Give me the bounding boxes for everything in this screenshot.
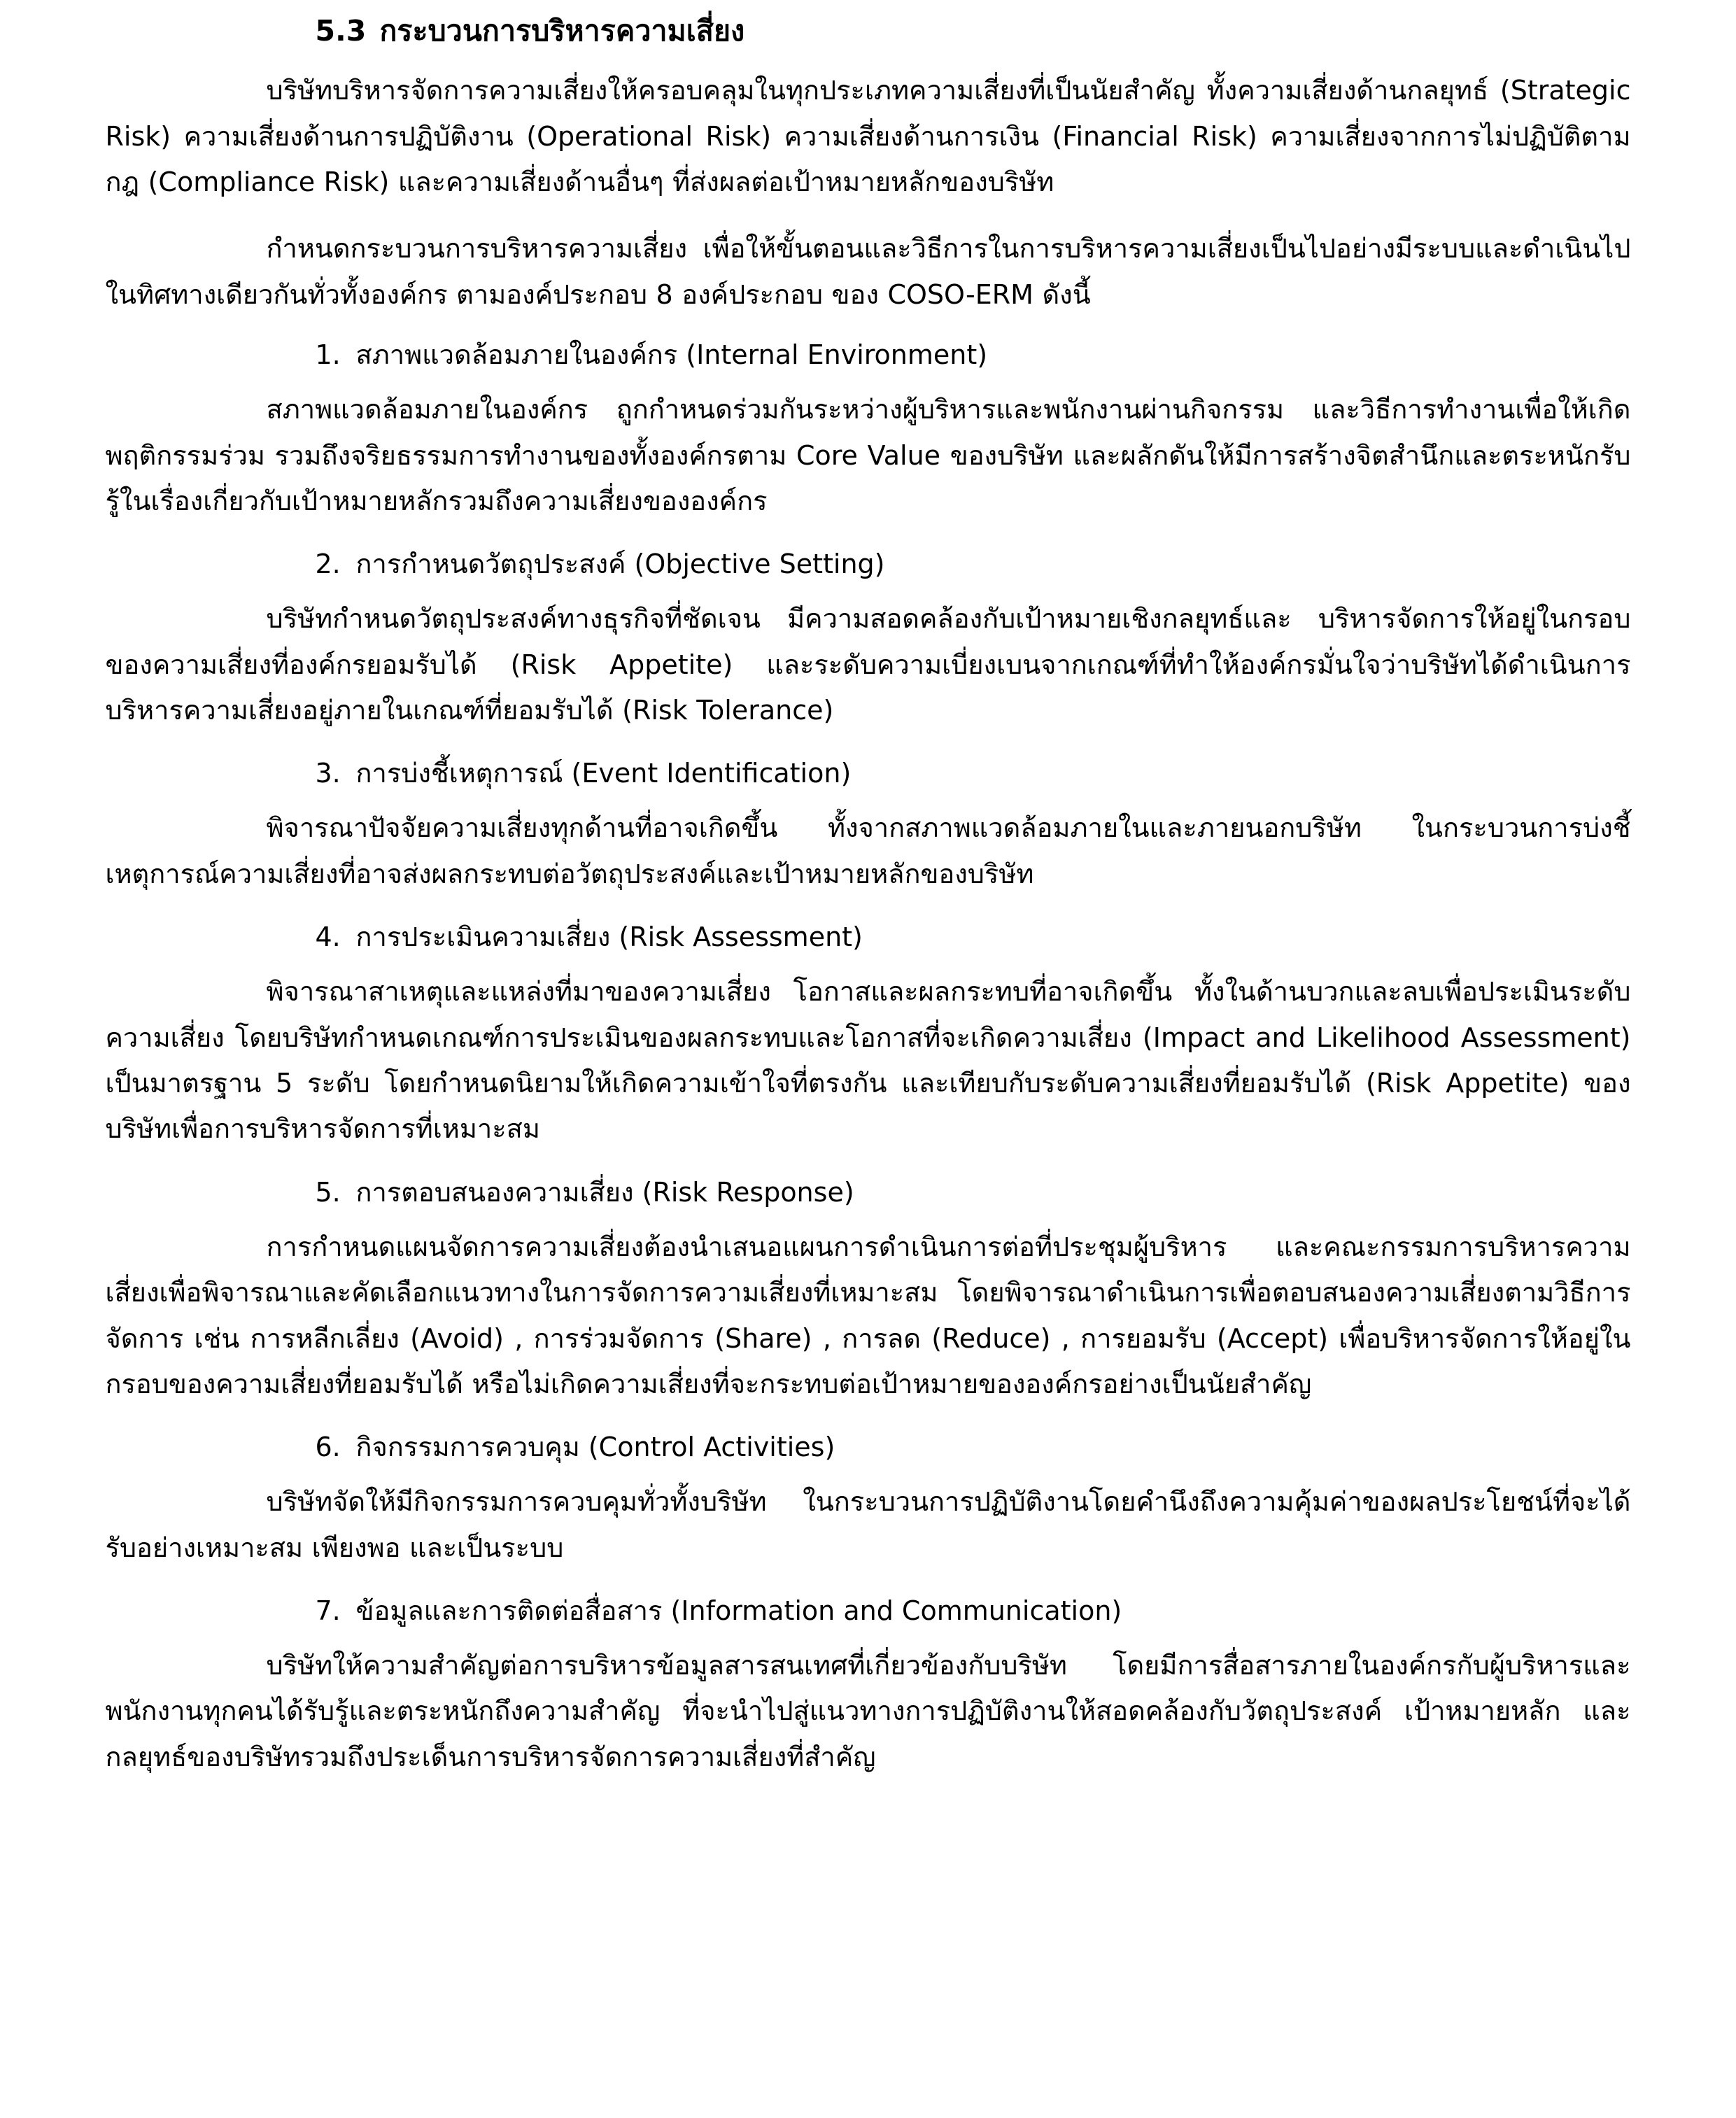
list-item-number: 7. [315,1595,341,1627]
section-number: 5.3 [315,14,367,48]
list-item-body: การกำหนดแผนจัดการความเสี่ยงต้องนำเสนอแผนการดำเนินการต่อที่ประชุมผู้บริหาร และคณะกรรมการบริหารความเสี่ยงเพื่อพิจารณาและคัดเลือกแนวทางในการจัดการความเสี่ยงที่เหมาะสม โดยพิจารณาดำเนินการเพื่อตอบสนองความเสี่ยงตามวิธีการจัดการ เช่น การหลีกเลี่ยง (Avoid) , การร่วมจัดการ (Share) , การลด (Reduce) , การยอมรับ (Accept) เพื่อบริหารจัดการให้อยู่ในกรอบของความเสี่ยงที่ยอมรับได้ หรือไม่เกิดความเสี่ยงที่จะกระทบต่อเป้าหมายขององค์กรอย่างเป็นนัยสำคัญ [105,1231,1631,1399]
list-item-number: 2. [315,549,341,580]
list-item-body: บริษัทให้ความสำคัญต่อการบริหารข้อมูลสารสนเทศที่เกี่ยวข้องกับบริษัท โดยมีการสื่อสารภายในองค์กรกับผู้บริหารและพนักงานทุกคนได้รับรู้และตระหนักถึงความสำคัญ ที่จะนำไปสู่แนวทางการปฏิบัติงานให้สอดคล้องกับวัตถุประสงค์ เป้าหมายหลัก และกลยุทธ์ของบริษัทรวมถึงประเด็นการบริหารจัดการความเสี่ยงที่สำคัญ [105,1650,1631,1772]
list-item-title: การตอบสนองความเสี่ยง (Risk Response) [355,1176,854,1208]
list-item-body: บริษัทกำหนดวัตถุประสงค์ทางธุรกิจที่ชัดเจน มีความสอดคล้องกับเป้าหมายเชิงกลยุทธ์และ บริหารจัดการให้อยู่ในกรอบของความเสี่ยงที่องค์กรยอมรับได้ (Risk Appetite) และระดับความเบี่ยงเบนจากเกณฑ์ที่ทำให้องค์กรมั่นใจว่าบริษัทได้ดำเนินการบริหารความเสี่ยงอยู่ภายในเกณฑ์ที่ยอมรับได้ (Risk Tolerance) [105,603,1631,726]
intro-paragraph-2: กำหนดกระบวนการบริหารความเสี่ยง เพื่อให้ขั้นตอนและวิธีการในการบริหารความเสี่ยงเป็นไปอย่างมีระบบและดำเนินไปในทิศทางเดียวกันทั่วทั้งองค์กร ตามองค์ประกอบ 8 องค์ประกอบ ของ COSO-ERM ดังนี้ [105,233,1631,310]
list-item-body: บริษัทจัดให้มีกิจกรรมการควบคุมทั่วทั้งบริษัท ในกระบวนการปฏิบัติงานโดยคำนึงถึงความคุ้มค่าของผลประโยชน์ที่จะได้รับอย่างเหมาะสม เพียงพอ และเป็นระบบ [105,1486,1631,1563]
list-item [106,1171,1631,1408]
list-item-title: การกำหนดวัตถุประสงค์ (Objective Setting) [355,549,885,580]
list-item-heading [106,1171,1631,1215]
list-item-heading [106,915,1631,959]
list-item [106,1425,1631,1571]
list-item-title: กิจกรรมการควบคุม (Control Activities) [355,1432,835,1463]
list-item-heading [106,333,1631,377]
list-item [106,1589,1631,1780]
list-item-body: พิจารณาปัจจัยความเสี่ยงทุกด้านที่อาจเกิดขึ้น ทั้งจากสภาพแวดล้อมภายในและภายนอกบริษัท ในกระบวนการบ่งชี้เหตุการณ์ความเสี่ยงที่อาจส่งผลกระทบต่อวัตถุประสงค์และเป้าหมายหลักของบริษัท [105,812,1631,889]
list-item-number: 6. [315,1432,341,1463]
list-item-heading [106,1589,1631,1633]
list-item [106,542,1631,733]
list-item-body: พิจารณาสาเหตุและแหล่งที่มาของความเสี่ยง โอกาสและผลกระทบที่อาจเกิดขึ้น ทั้งในด้านบวกและลบเพื่อประเมินระดับความเสี่ยง โดยบริษัทกำหนดเกณฑ์การประเมินของผลกระทบและโอกาสที่จะเกิดความเสี่ยง (Impact and Likelihood Assessment) เป็นมาตรฐาน 5 ระดับ โดยกำหนดนิยามให้เกิดความเข้าใจที่ตรงกัน และเทียบกับระดับความเสี่ยงที่ยอมรับได้ (Risk Appetite) ของบริษัทเพื่อการบริหารจัดการที่เหมาะสม [105,976,1631,1145]
list-item-number: 3. [315,758,341,789]
list-item-number: 4. [315,922,341,953]
list-item-number: 5. [315,1176,341,1208]
list-item-heading [106,1425,1631,1469]
list-item-title: สภาพแวดล้อมภายในองค์กร (Internal Environment) [355,339,988,371]
list-item [106,915,1631,1152]
list-item [106,333,1631,524]
list-item [106,751,1631,897]
list-item-number: 1. [315,339,341,371]
list-item-title: การประเมินความเสี่ยง (Risk Assessment) [355,922,863,953]
section-heading [106,13,1631,50]
list-item-heading [106,751,1631,796]
intro-paragraph-1: บริษัทบริหารจัดการความเสี่ยงให้ครอบคลุมในทุกประเภทความเสี่ยงที่เป็นนัยสำคัญ ทั้งความเสี่ยงด้านกลยุทธ์ (Strategic Risk) ความเสี่ยงด้านการปฏิบัติงาน (Operational Risk) ความเสี่ยงด้านการเงิน (Financial Risk) ความเสี่ยงจากการไม่ปฏิบัติตามกฎ (Compliance Risk) และความเสี่ยงด้านอื่นๆ ที่ส่งผลต่อเป้าหมายหลักของบริษัท [105,75,1631,198]
section-title: กระบวนการบริหารความเสี่ยง [379,14,745,48]
list-item-title: ข้อมูลและการติดต่อสื่อสาร (Information and Communication) [355,1595,1122,1627]
document-body [106,13,1631,1780]
list-item-heading [106,542,1631,586]
list-item-title: การบ่งชี้เหตุการณ์ (Event Identification) [355,758,852,789]
coso-component-list [106,333,1631,1780]
list-item-body: สภาพแวดล้อมภายในองค์กร ถูกกำหนดร่วมกันระหว่างผู้บริหารและพนักงานผ่านกิจกรรม และวิธีการทำงานเพื่อให้เกิดพฤติกรรมร่วม รวมถึงจริยธรรมการทำงานของทั้งองค์กรตาม Core Value ของบริษัท และผลักดันให้มีการสร้างจิตสำนึกและตระหนักรับรู้ในเรื่องเกี่ยวกับเป้าหมายหลักรวมถึงความเสี่ยงขององค์กร [105,394,1631,516]
